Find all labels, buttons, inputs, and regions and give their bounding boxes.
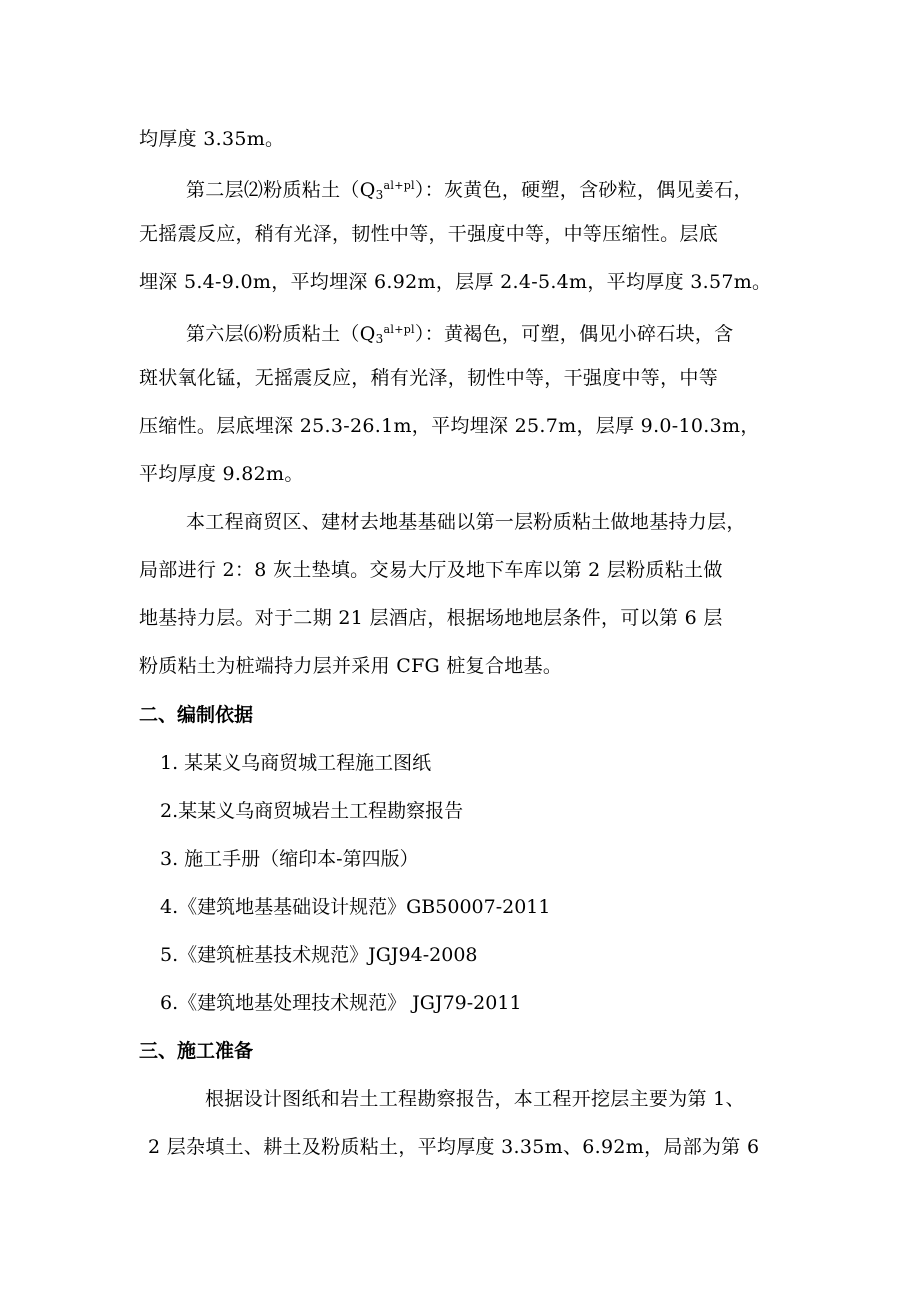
reference-item-6: 6.《建筑地基处理技术规范》 JGJ79-2011 [160, 992, 522, 1014]
layer6-line2: 斑状氧化锰，无摇震反应，稍有光泽，韧性中等，干强度中等，中等 [139, 367, 719, 389]
layer6-line1: 第六层⑹粉质粘土$(Q_3^{al+pl})$：黄褐色，可塑，偶见小碎石块，含 [186, 323, 734, 346]
reference-item-4: 4.《建筑地基基础设计规范》GB50007-2011 [160, 896, 551, 918]
paragraph-line: 均厚度 3.35m。 [139, 128, 285, 150]
layer2-line1: 第二层⑵粉质粘土$(Q_3^{al+pl})$：灰黄色，硬塑，含砂粒，偶见姜石， [186, 179, 753, 202]
section3-title: 三、施工准备 [139, 1040, 254, 1062]
layer2-line3: 埋深 5.4-9.0m，平均埋深 6.92m，层厚 2.4-5.4m，平均厚度 3.57m。 [139, 271, 772, 293]
reference-item-3: 3. 施工手册（缩印本-第四版） [160, 848, 419, 870]
foundation-line3: 地基持力层。对于二期 21 层酒店，根据场地地层条件，可以第 6 层 [139, 607, 723, 629]
foundation-line2: 局部进行 2：8 灰土垫填。交易大厅及地下车库以第 2 层粉质粘土做 [139, 559, 723, 581]
section2-title: 二、编制依据 [139, 704, 254, 726]
reference-item-5: 5.《建筑桩基技术规范》JGJ94-2008 [160, 944, 478, 966]
reference-item-2: 2.某某义乌商贸城岩土工程勘察报告 [160, 800, 464, 822]
section3-line1: 根据设计图纸和岩土工程勘察报告，本工程开挖层主要为第 1、 [205, 1088, 745, 1110]
foundation-line4: 粉质粘土为桩端持力层并采用 CFG 桩复合地基。 [139, 655, 563, 677]
layer6-line4: 平均厚度 9.82m。 [139, 463, 304, 485]
foundation-line1: 本工程商贸区、建材去地基基础以第一层粉质粘土做地基持力层， [186, 511, 746, 533]
reference-item-1: 1. 某某义乌商贸城工程施工图纸 [160, 752, 432, 774]
layer2-line2: 无摇震反应，稍有光泽，韧性中等，干强度中等，中等压缩性。层底 [139, 223, 719, 245]
section3-line2: 2 层杂填土、耕土及粉质粘土，平均厚度 3.35m、6.92m，局部为第 6 [148, 1136, 760, 1158]
layer6-line3: 压缩性。层底埋深 25.3-26.1m，平均埋深 25.7m，层厚 9.0-10.3m， [139, 415, 760, 437]
